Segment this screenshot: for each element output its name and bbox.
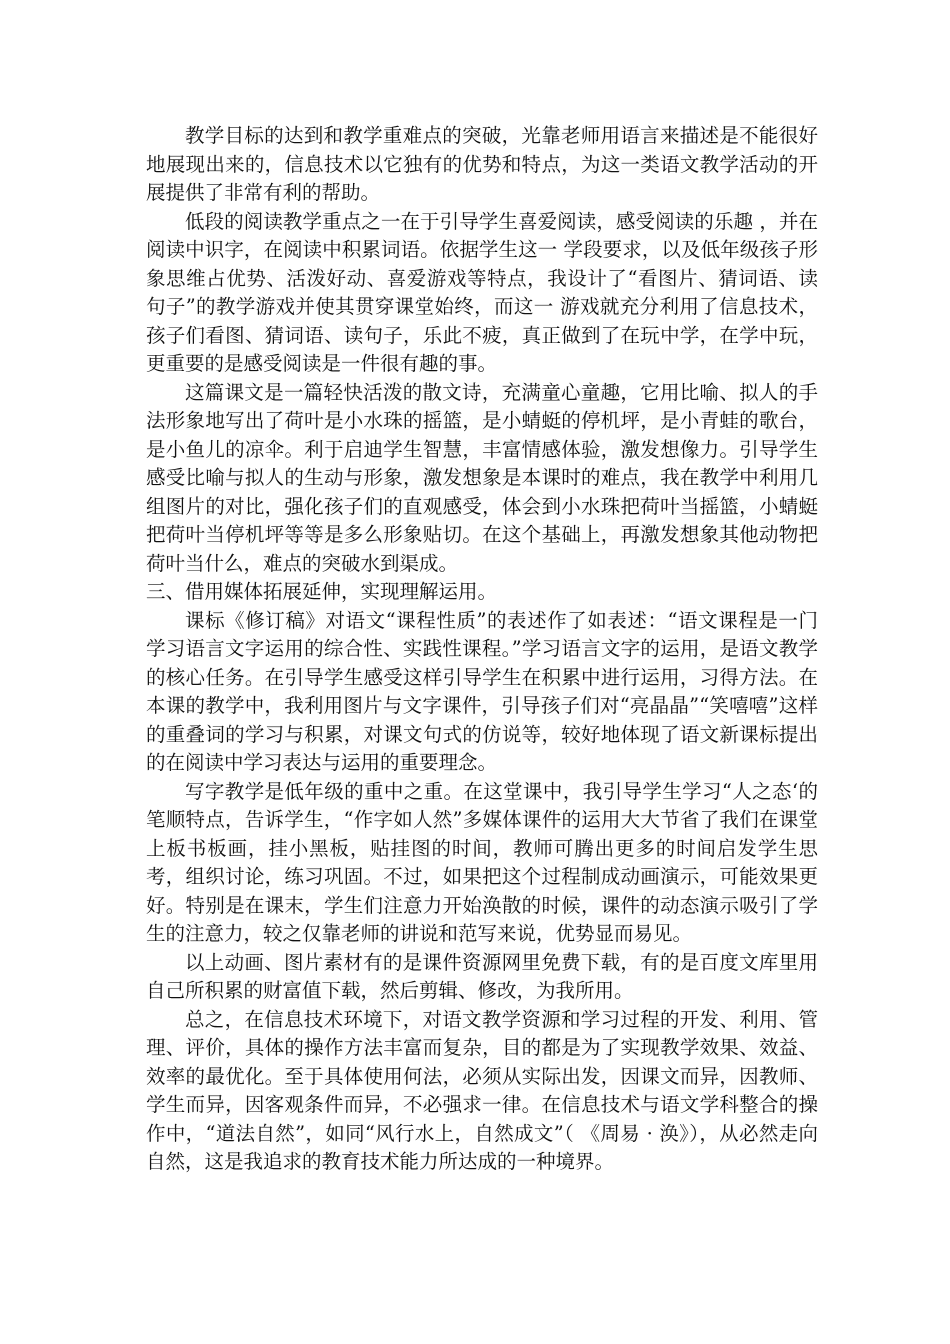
paragraph-curriculum-standard: 课标《修订稿》对语文“课程性质”的表述作了如表述：“语文课程是一门学习语言文字运用的综合性、实践性课程。”学习语言文字的运用，是语文教学的核心任务。在引导学生感受这样引导学生在积累中进行运用，习得方法。在本课的教学中，我利用图片与文字课件，引导孩子们对“亮晶晶”“笑嘻嘻”这样的重叠词的学习与积累，对课文句式的仿说等，较好地体现了语文新课标提出的在阅读中学习表达与运用的重要理念。 <box>146 608 818 774</box>
section-heading: 三、借用媒体拓展延伸，实现理解运用。 <box>146 580 498 603</box>
paragraph-reading-teaching: 低段的阅读教学重点之一在于引导学生喜爱阅读，感受阅读的乐趣 ，并在阅读中识字，在阅读中积累词语。依据学生这一 学段要求，以及低年级孩子形象思维占优势、活泼好动、喜爱游戏等特点，我设计了“看图片、猜词语、读句子”的教学游戏并使其贯穿课堂始终，而这一 游戏就充分利用了信息技术，孩子们看图、猜词语、读句子，乐此不疲，真正做到了在玩中学，在学中玩，更重要的是感受阅读是一件很有趣的事。 <box>146 209 818 375</box>
paragraph-materials-source: 以上动画、图片素材有的是课件资源网里免费下载，有的是百度文库里用自己所积累的财富值下载，然后剪辑、修改，为我所用。 <box>146 950 818 1002</box>
paragraph-conclusion: 总之，在信息技术环境下，对语文教学资源和学习过程的开发、利用、管理、评价，具体的操作方法丰富而复杂，目的都是为了实现教学效果、效益、效率的最优化。至于具体使用何法，必须从实际出发，因课文而异，因教师、学生而异，因客观条件而异，不必强求一律。在信息技术与语文学科整合的操作中，“道法自然”，如同“风行水上，自然成文”（ 《周易 · 涣》），从必然走向自然，这是我追求的教育技术能力所达成的一种境界。 <box>146 1007 818 1173</box>
document-body <box>146 122 818 1177</box>
paragraph-writing-teaching: 写字教学是低年级的重中之重。在这堂课中，我引导学生学习“人之态‘的笔顺特点，告诉学生，“作字如人然”多媒体课件的运用大大节省了我们在课堂上板书板画，挂小黑板，贴挂图的时间，教师可腾出更多的时间启发学生思考，组织讨论，练习巩固。不过，如果把这个过程制成动画演示，可能效果更好。特别是在课末，学生们注意力开始涣散的时候，课件的动态演示吸引了学生的注意力，较之仅靠老师的讲说和范写来说，优势显而易见。 <box>146 779 818 945</box>
paragraph-teaching-goals: 教学目标的达到和教学重难点的突破，光靠老师用语言来描述是不能很好地展现出来的，信息技术以它独有的优势和特点，为这一类语文教学活动的开展提供了非常有利的帮助。 <box>146 124 818 204</box>
paragraph-lesson-text: 这篇课文是一篇轻快活泼的散文诗，充满童心童趣，它用比喻、拟人的手法形象地写出了荷叶是小水珠的摇篮，是小蜻蜓的停机坪，是小青蛙的歌台，是小鱼儿的凉伞。利于启迪学生智慧，丰富情感体验，激发想像力。引导学生感受比喻与拟人的生动与形象，激发想象是本课时的难点，我在教学中利用几组图片的对比，强化孩子们的直观感受，体会到小水珠把荷叶当摇篮，小蜻蜓把荷叶当停机坪等等是多么形象贴切。在这个基础上，再激发想象其他动物把荷叶当什么，难点的突破水到渠成。 <box>146 380 818 575</box>
